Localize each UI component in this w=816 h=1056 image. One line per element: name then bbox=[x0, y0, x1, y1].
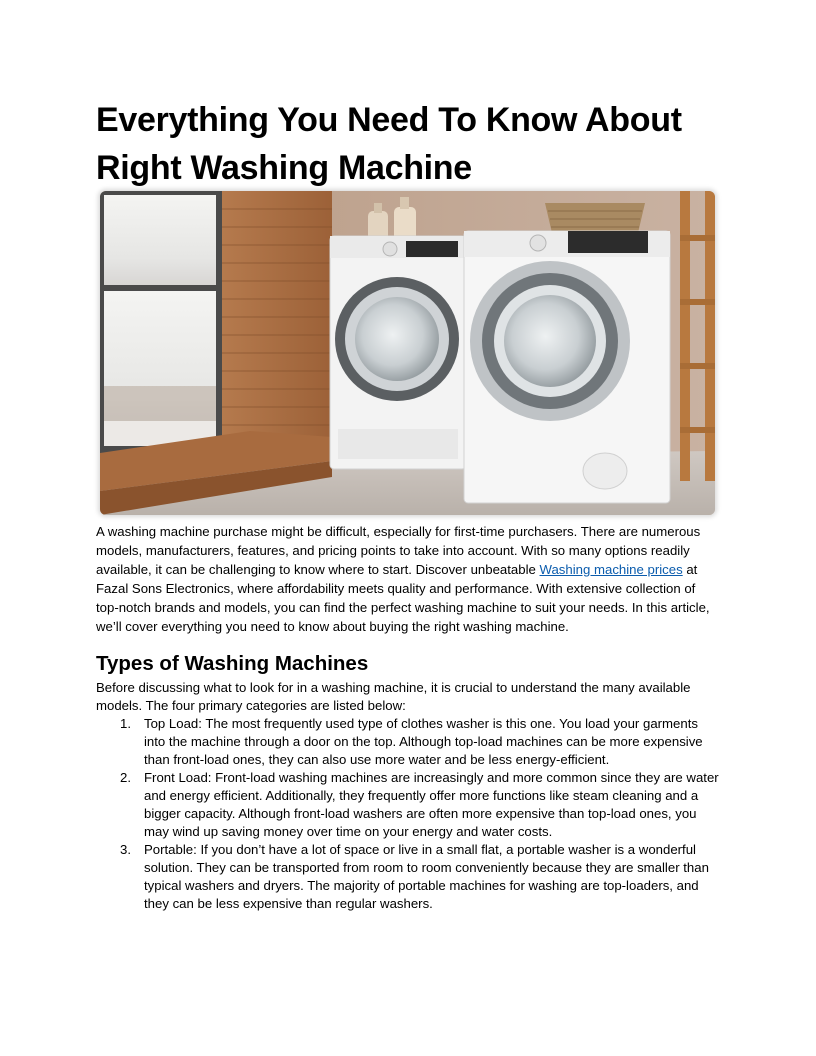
hero-image bbox=[100, 191, 715, 515]
section-lead-paragraph: Before discussing what to look for in a washing machine, it is crucial to understand the many available models. The four primary categories are listed below: bbox=[96, 680, 691, 713]
intro-text-before-link: A washing machine purchase might be difficult, especially for first-time purchasers. There are numerous models, manufacturers, features, and pricing points to take into account. With so many options readily available, it can be challenging to know where to start. Discover unbeatable bbox=[96, 524, 701, 577]
types-list bbox=[96, 715, 720, 913]
section-heading: Types of Washing Machines bbox=[96, 652, 369, 675]
list-item bbox=[96, 841, 720, 913]
washing-machine-prices-link[interactable]: Washing machine prices bbox=[539, 562, 683, 577]
list-item-text: Top Load: The most frequently used type of clothes washer is this one. You load your garments into the machine through a door on the top. Although top-load machines can be more expensive than front-load ones, they can also use more water and be less energy-efficient. bbox=[144, 716, 703, 767]
list-item-number: 3. bbox=[120, 842, 131, 857]
list-item-text: Front Load: Front-load washing machines are increasingly and more common since they are water and energy efficient. Additionally, they frequently offer more functions like steam cleaning and a bigger capacity. Although front-load washers are often more expensive than top-load ones, you may wind up saving money over time on your energy and water costs. bbox=[144, 770, 719, 839]
list-item bbox=[96, 769, 720, 841]
page-title: Everything You Need To Know About Right Washing Machine bbox=[96, 101, 682, 187]
list-item-text: Portable: If you don’t have a lot of space or live in a small flat, a portable washer is a wonderful solution. They can be transported from room to room conveniently because they are smaller than typical washers and dryers. The majority of portable machines for washing are top-loaders, and they can be less expensive than regular washers. bbox=[144, 842, 709, 911]
list-item-number: 2. bbox=[120, 770, 131, 785]
list-item-number: 1. bbox=[120, 716, 131, 731]
list-item bbox=[96, 715, 720, 769]
intro-text-after-link: at Fazal Sons Electronics, where affordability meets quality and performance. With extensive collection of top-notch brands and models, you can find the perfect washing machine to suit your needs. In this article, we’ll cover everything you need to know about buying the right washing machine. bbox=[96, 562, 710, 634]
intro-paragraph bbox=[96, 522, 720, 636]
